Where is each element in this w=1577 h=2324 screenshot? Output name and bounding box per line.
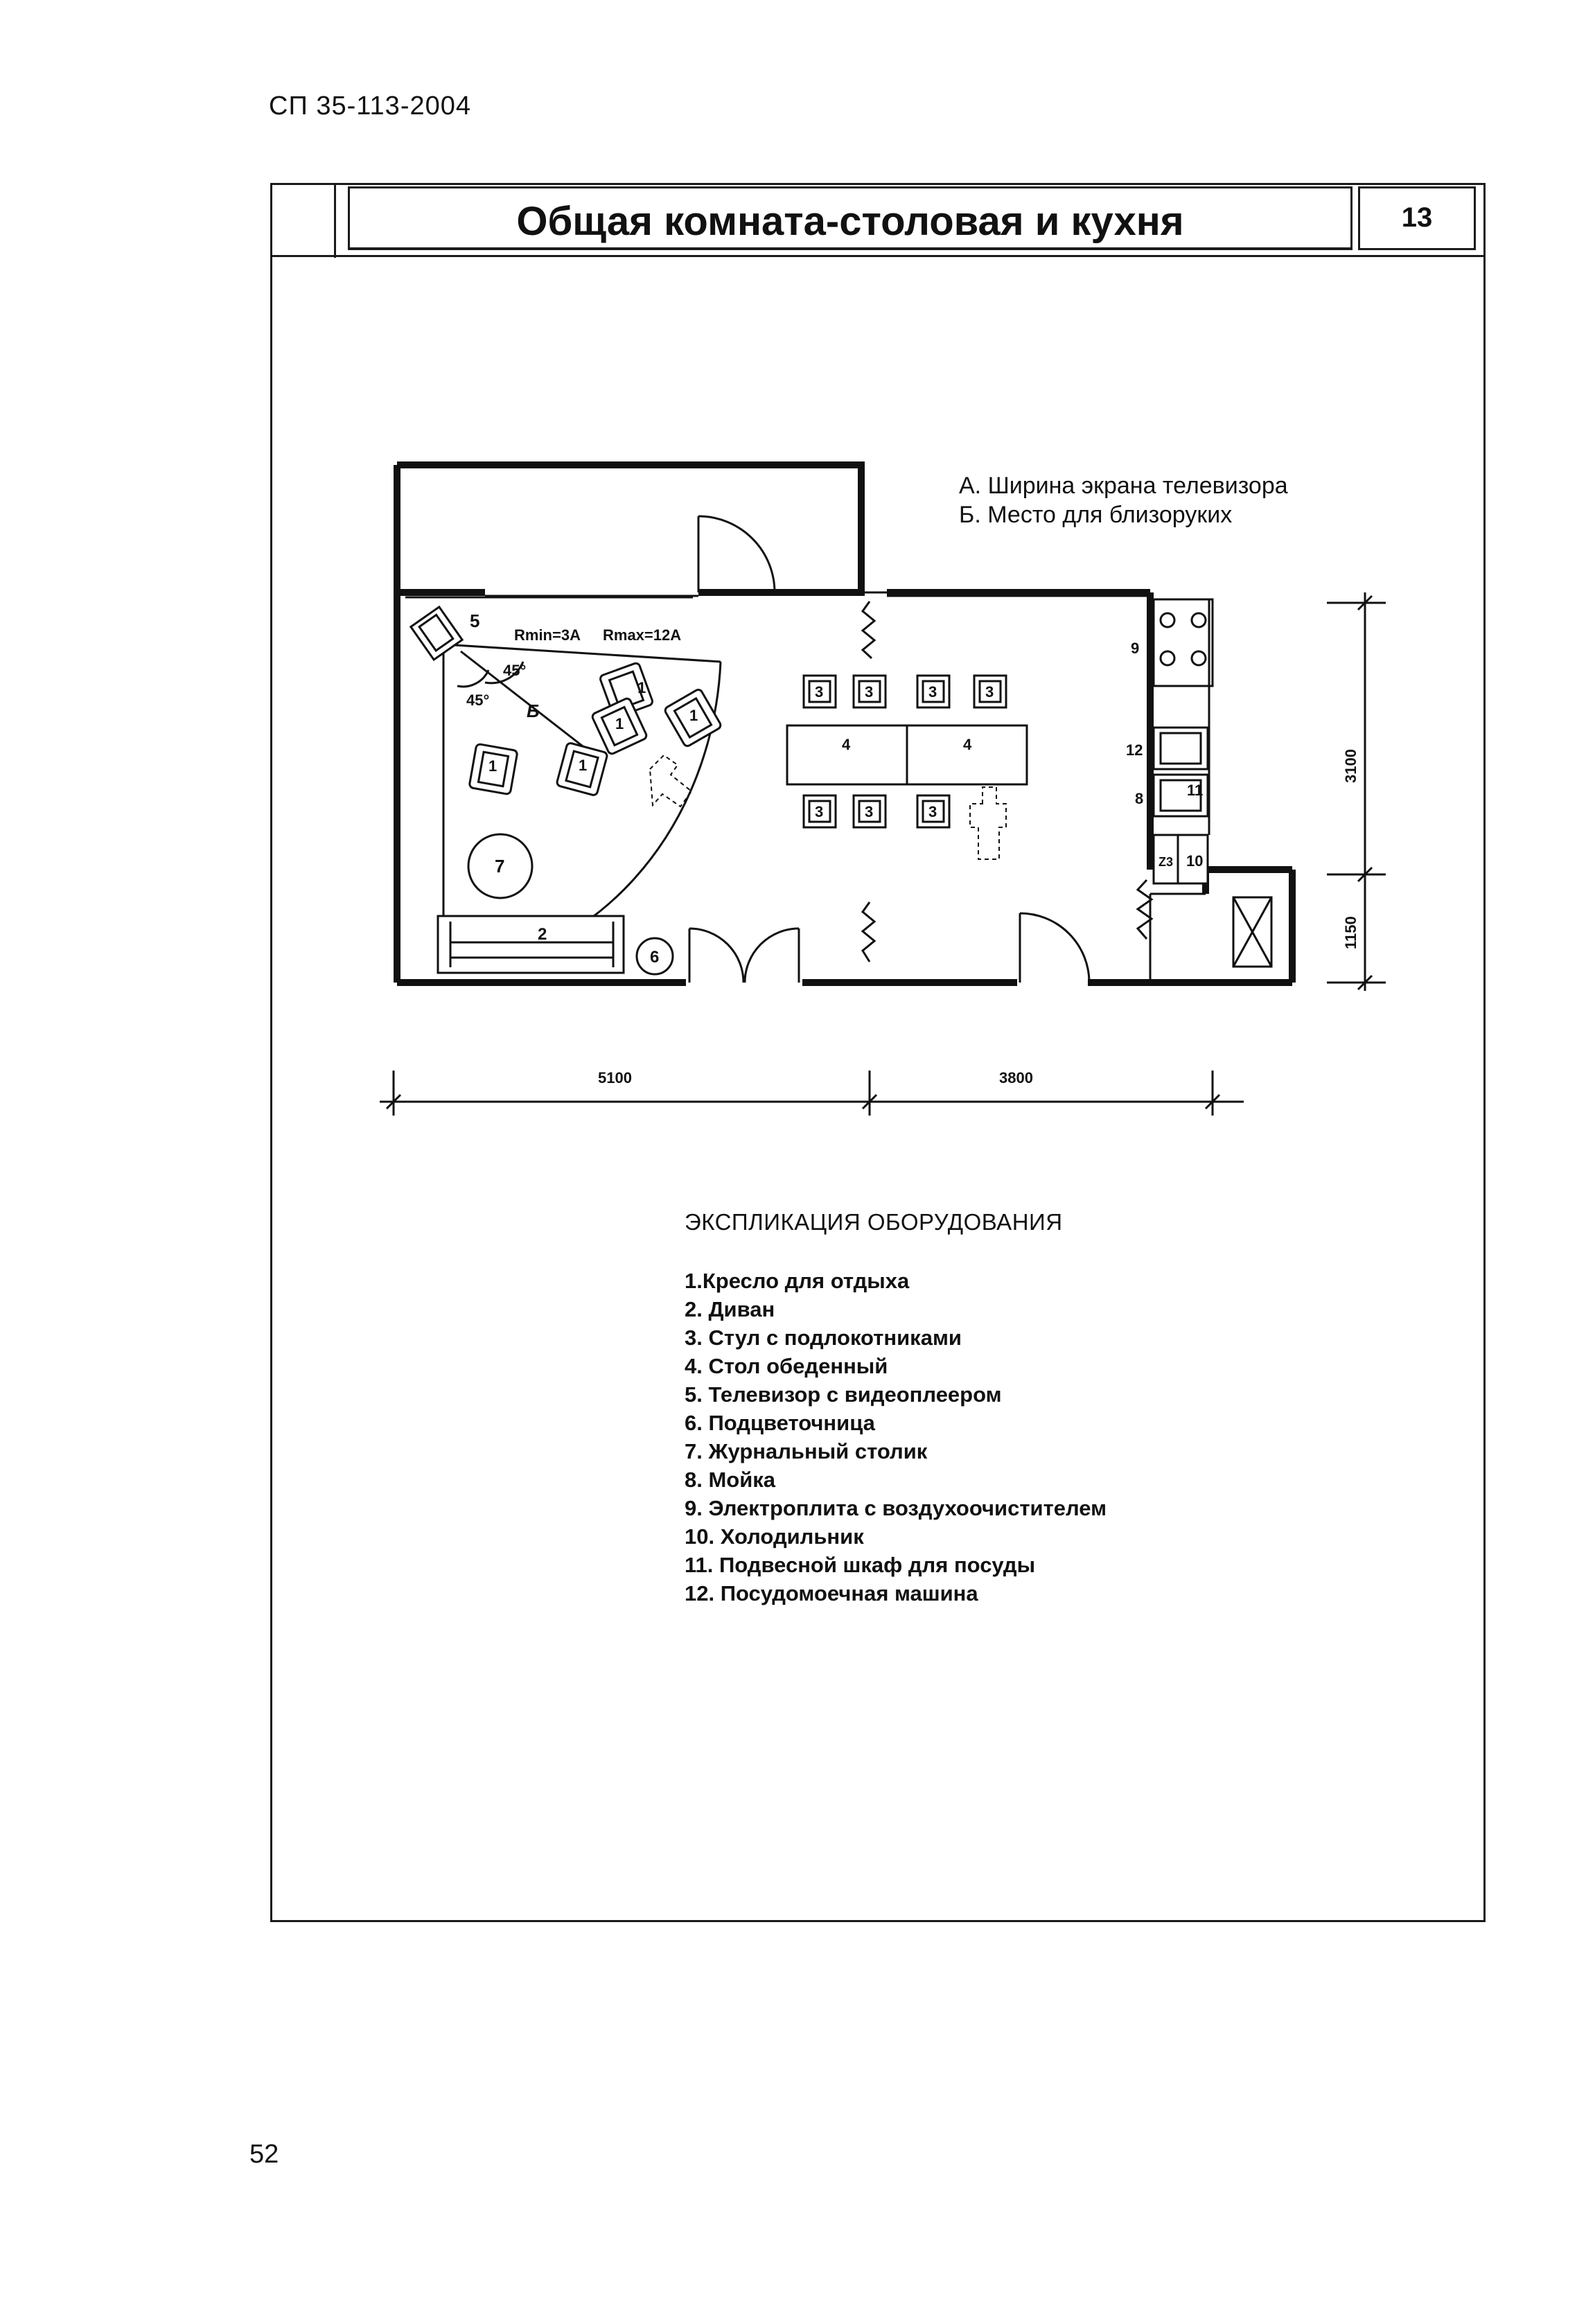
page-number: 52 — [249, 2140, 279, 2169]
dishwasher-number: 12 — [1126, 741, 1143, 759]
explication-item: 8. Мойка — [685, 1468, 776, 1492]
explication-item: 1.Кресло для отдыха — [685, 1269, 910, 1293]
flower-stand-number: 6 — [650, 948, 660, 967]
dim-left-label: 5100 — [598, 1069, 632, 1086]
angle-label-upper: 45° — [503, 662, 527, 679]
rmin-label: Rmin=3A — [514, 626, 581, 644]
explication-item: 6. Подцветочница — [685, 1411, 875, 1435]
coffee-table-number: 7 — [495, 856, 505, 877]
sink-number: 8 — [1135, 790, 1144, 807]
legend-item-b: Б. Место для близоруких — [959, 502, 1233, 528]
chair-number-2: 3 — [865, 683, 874, 701]
explication-list — [685, 1267, 1107, 1608]
dim-lower-height-label: 1150 — [1342, 916, 1359, 949]
explication-item: 2. Диван — [685, 1297, 775, 1321]
armchair-number-d: 1 — [579, 757, 588, 774]
angle-label-lower: 45° — [466, 692, 490, 709]
cabinet-number: 11 — [1187, 782, 1204, 799]
chair-number-3: 3 — [928, 683, 937, 701]
table-number-left: 4 — [842, 736, 851, 753]
stove-number: 9 — [1131, 640, 1140, 657]
explication-item: 10. Холодильник — [685, 1524, 864, 1549]
sheet-number: 13 — [1401, 202, 1433, 233]
plan-walls — [397, 465, 1292, 983]
sofa-icon — [438, 916, 624, 973]
legend-item-a: А. Ширина экрана телевизора — [959, 473, 1288, 499]
chair-number-7: 3 — [928, 803, 937, 820]
armchair-number-c: 1 — [615, 715, 624, 732]
document-code: СП 35-113-2004 — [269, 91, 472, 121]
chair-number-5: 3 — [815, 803, 824, 820]
explication-item: 7. Журнальный столик — [685, 1439, 928, 1463]
b-label: Б — [527, 701, 540, 721]
dim-upper-height-label: 3100 — [1342, 749, 1359, 783]
chair-number-4: 3 — [985, 683, 994, 701]
explication-item: 9. Электроплита с воздухоочистителем — [685, 1496, 1107, 1520]
tv-number: 5 — [470, 610, 480, 631]
rmax-label: Rmax=12A — [603, 626, 682, 644]
sofa-number: 2 — [538, 925, 547, 944]
explication-item: 5. Телевизор с видеоплеером — [685, 1382, 1002, 1407]
explication-item: 11. Подвесной шкаф для посуды — [685, 1553, 1036, 1577]
table-number-right: 4 — [963, 736, 972, 753]
tv-icon — [411, 607, 462, 660]
sheet-title: Общая комната-столовая и кухня — [516, 199, 1184, 244]
armchairs — [469, 662, 722, 796]
fridge-number: 10 — [1186, 852, 1204, 870]
armchair-number-a: 1 — [637, 679, 646, 696]
explication-item: 12. Посудомоечная машина — [685, 1581, 978, 1605]
chair-number-1: 3 — [815, 683, 824, 701]
explication-title: ЭКСПЛИКАЦИЯ ОБОРУДОВАНИЯ — [685, 1209, 1063, 1235]
armchair-number-b: 1 — [689, 707, 698, 724]
armchair-number-e: 1 — [488, 757, 497, 775]
fridge-label: Z3 — [1158, 855, 1174, 869]
dim-right-label: 3800 — [999, 1069, 1033, 1086]
dining-table-icon — [787, 725, 1027, 784]
explication-item: 4. Стол обеденный — [685, 1354, 888, 1378]
explication-item: 3. Стул с подлокотниками — [685, 1326, 962, 1350]
kitchen-equipment — [1154, 599, 1271, 967]
chair-number-6: 3 — [865, 803, 874, 820]
